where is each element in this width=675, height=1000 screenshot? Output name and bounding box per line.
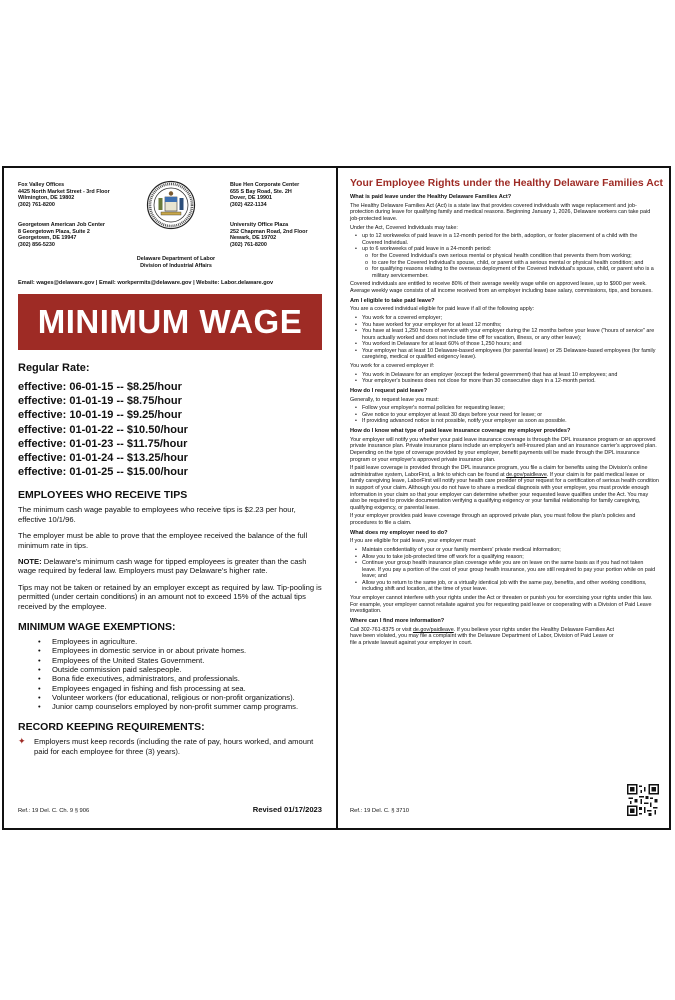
tips-paragraph: The minimum cash wage payable to employees who receive tips is $2.23 per hour, effective 10/1/96. (18, 505, 296, 524)
list-item: • Employees in domestic service in or about private homes. (52, 646, 322, 655)
list-item: • Give notice to your employer at least 30 days before your need for leave; or (362, 412, 659, 419)
list-item: • up to 12 workweeks of paid leave in a 12-month period for the birth, adoption, or foster placement of a child with the Covered Individual. (362, 233, 659, 246)
answer-paragraph: Call 302-761-8375 or visit de.gov/paidleave. If you believe your rights under the Healthy Delaware Families Act have been violated, you may file a complaint with the Delaware Department of Labor, Division of Paid Leave or file a private lawsuit against your employer in court. (350, 626, 615, 646)
answer-paragraph: If you are eligible for paid leave, your employer must: (350, 538, 477, 545)
employer-duties-list (350, 547, 659, 593)
question-heading: Am I eligible to take paid leave? (350, 297, 435, 304)
list-item: • You have worked for your employer for at least 12 months; (362, 322, 659, 329)
list-item: • Follow your employer's normal policies for requesting leave; (362, 405, 659, 412)
list-item: • If providing advanced notice is not possible, notify your employer as soon as possible. (362, 418, 659, 425)
statute-reference: Ref.: 19 Del. C. Ch. 9 § 906 (18, 808, 90, 814)
star-bullet-icon: ✦ (18, 736, 26, 747)
answer-paragraph: Your employer cannot interfere with your rights under the Act or threaten or punish you for exercising your rights under this law. For example, your employer cannot retaliate against you for requesting paid leave or cooperating with a Division of Paid Leave investigation. (350, 595, 653, 615)
answer-paragraph: If your employer provides paid leave coverage through an approved private plan, you must follow the plan's policies and procedures to file a claim. (350, 513, 636, 526)
answer-paragraph: You are a covered individual eligible for paid leave if all of the following apply: (350, 306, 535, 313)
tips-paragraph: Tips may not be taken or retained by an employer except as required by law. Tip-pooling is permitted (under certain conditions) in an amount not to exceed 15% of the actual tips received by the employee. (18, 582, 322, 611)
rate-row: effective: 06-01-15 -- $8.25/hour (18, 381, 182, 393)
department-name: Delaware Department of Labor Division of Industrial Affairs (136, 256, 216, 269)
list-item: • Employees of the United States Government. (52, 656, 322, 665)
list-item: • You work in Delaware for an employer (except the federal government) that has at least 10 employees; and (362, 372, 659, 379)
list-item: • Volunteer workers (for educational, religious or non-profit organizations). (52, 693, 322, 702)
rate-row: effective: 01-01-25 -- $15.00/hour (18, 466, 188, 479)
list-item: o for qualifying reasons relating to the overseas deployment of the Covered Individual's spouse, child, or parent who is a military servicemember. (372, 266, 659, 279)
minimum-wage-panel (4, 168, 338, 828)
statute-reference: Ref.: 19 Del. C. § 3710 (350, 808, 409, 814)
answer-paragraph: Under the Act, Covered Individuals may take: (350, 224, 458, 231)
rate-list (18, 380, 322, 479)
list-item: • You have at least 1,250 hours of service with your employer during the 12 months before your leave ("hours of service" are hours actually worked and does not include time off for vacation, illness, or any other leave); (362, 328, 659, 341)
list-item: • Outside commission paid salespeople. (52, 665, 322, 674)
list-item: • You worked in Delaware for at least 60% of those 1,250 hours; and (362, 341, 659, 348)
paid-leave-title: Your Employee Rights under the Healthy Delaware Families Act (350, 178, 663, 189)
list-item: o for the Covered Individual's own serious mental or physical health condition that prevents them from working; (372, 253, 659, 260)
answer-paragraph: If paid leave coverage is provided through the DPL insurance program, you file a claim for benefits using the Division's online administrative system, LaborFirst, a link to which can be found at de.gov/paidleave. If your claim is for paid medical leave or family caregiving leave, LaborFirst will notify your health care provider of your request for a certification of serious health condition in support of your claim. Although you do not have to share a medical diagnosis with your employer, you must provide enough information in your claim so that your employer can determine whether your requested leave qualifies under the Act. You may also be required to provide documentation verifying a qualifying exigency or your familial relationship for family caregiving, qualifying exigency, or parental leave. (350, 465, 659, 511)
paid-leave-link[interactable]: de.gov/paidleave (412, 626, 454, 633)
answer-paragraph: The Healthy Delaware Families Act (Act) is a state law that provides covered individuals with wage replacement and job-protection during leave for qualifying family and medical reasons. Beginning January 1, 2026, Delaware workers can take paid job-protected leave. (350, 202, 651, 222)
rate-row: effective: 01-01-23 -- $11.75/hour (18, 437, 188, 450)
rate-row: effective: 10-01-19 -- $9.25/hour (18, 409, 182, 422)
records-item: ✦ Employers must keep records (including the rate of pay, hours worked, and amount paid for each employee for three (3) years). (18, 736, 314, 756)
office-blue-hen: Blue Hen Corporate Center 655 S Bay Road, Ste. 2H Dover, DE 19901 (302) 422-1134 (230, 182, 300, 208)
question-heading: What is paid leave under the Healthy Delaware Families Act? (350, 194, 512, 200)
list-item: • Allow you to return to the same job, or a virtually identical job with the same pay, benefits, and other working conditions, including shift and location, at the time of your leave. (362, 580, 659, 593)
list-item: • You work for a covered employer; (362, 315, 659, 322)
request-leave-list (350, 405, 659, 425)
answer-paragraph: Generally, to request leave you must: (350, 396, 439, 403)
list-item: • Employees engaged in fishing and fish processing at sea. (52, 684, 322, 693)
answer-paragraph: You work for a covered employer if: (350, 363, 435, 370)
poster (2, 166, 671, 830)
list-item: • Bona fide executives, administrators, and professionals. (52, 674, 322, 683)
list-item: • Junior camp counselors employed by non-profit summer camp programs. (52, 702, 322, 711)
revised-date: Revised 01/17/2023 (252, 805, 322, 814)
list-item: o to care for the Covered Individual's spouse, child, or parent with a serious mental or physical health condition; and (372, 260, 659, 267)
exemptions-list (18, 637, 322, 711)
records-title: RECORD KEEPING REQUIREMENTS: (18, 721, 205, 734)
list-item: • Allow you to take job-protected time off work for a qualifying reason; (362, 554, 659, 561)
regular-rate-title: Regular Rate: (18, 362, 90, 374)
list-item: • Your employer has at least 10 Delaware-based employees (for parental leave) or 25 Delaware-based employees (for family caregiving, medical or qualified exigency leave). (362, 348, 659, 361)
covered-employer-list (350, 372, 659, 385)
answer-paragraph: Covered individuals are entitled to receive 80% of their average weekly wage while on approved leave, up to $900 per week. Average weekly wage consists of all income received from an employer including base salary, commissions, tips, and bonuses. (350, 281, 653, 294)
eligibility-list (350, 315, 659, 361)
office-university-plaza: University Office Plaza 252 Chapman Road, 2nd Floor Newark, DE 19702 (302) 761-8200 (230, 222, 308, 248)
paid-leave-panel (338, 168, 669, 828)
answer-paragraph: Your employer will notify you whether your paid leave insurance coverage is through the DPL insurance program or an approved private insurance plan. Private insurance plans include an employer's self-insured plan and an insurance carrier's approved plan. Depending on the type of coverage provided by your employer, benefit payments will be made through the DPL insurance program or your employer's approved private insurance plan. (350, 436, 657, 463)
rate-row: effective: 01-01-19 -- $8.75/hour (18, 395, 182, 408)
list-item: • Employees in agriculture. (52, 637, 322, 646)
tips-note: NOTE: Delaware's minimum cash wage for tipped employees is greater than the cash wage required by federal law. Employers must pay Delaware's higher rate. (18, 557, 307, 576)
rate-row: effective: 01-01-22 -- $10.50/hour (18, 423, 188, 436)
rate-row: effective: 01-01-24 -- $13.25/hour (18, 452, 188, 465)
office-addresses (18, 180, 322, 276)
minimum-wage-banner: MINIMUM WAGE (18, 294, 322, 350)
contact-line: Email: wages@delaware.gov | Email: workpermits@delaware.gov | Website: Labor.delaware.gov (18, 280, 274, 286)
question-heading: How do I request paid leave? (350, 387, 428, 394)
question-heading: How do I know what type of paid leave insurance coverage my employer provides? (350, 428, 571, 435)
office-fox-valley: Fox Valley Offices 4425 North Market Street - 3rd Floor Wilmington, DE 19802 (302) 761-8200 (18, 182, 110, 208)
tips-title: EMPLOYEES WHO RECEIVE TIPS (18, 489, 188, 502)
leave-types-list (350, 233, 659, 279)
leave-subtypes-list (362, 253, 659, 279)
list-item: • Continue your group health insurance plan coverage while you are on leave on the same basis as if you had not taken leave. If you pay a portion of the cost of your group health insurance, you are still required to pay your portion while on paid leave; and (362, 560, 659, 580)
tips-paragraph: The employer must be able to prove that the employee received the balance of the full minimum rate in tips. (18, 531, 308, 550)
list-item: • up to 6 workweeks of paid leave in a 24-month period: o for the Covered Individual's own serious mental or physical health condition that prevents them from working; o to care for the Covered Individual's spouse, child, or parent with a serious mental or physical health condition; and o for qualifying reasons relating to the overseas deployment of the Covered Individual's spouse, child, or parent who is a military servicemember. (362, 246, 659, 279)
qr-code-icon[interactable] (627, 784, 659, 816)
question-heading: Where can I find more information? (350, 617, 445, 624)
state-seal-icon (146, 180, 196, 230)
exemptions-title: MINIMUM WAGE EXEMPTIONS: (18, 621, 176, 634)
office-georgetown: Georgetown American Job Center 8 Georgetown Plaza, Suite 2 Georgetown, DE 19947 (302) 856-5230 (18, 222, 105, 248)
left-footer (18, 805, 322, 814)
paid-leave-link[interactable]: de.gov/paidleave (506, 471, 547, 478)
list-item: • Maintain confidentiality of your or your family members' private medical information; (362, 547, 659, 554)
list-item: • Your employer's business does not close for more than 30 consecutive days in a 12-month period. (362, 378, 659, 385)
question-heading: What does my employer need to do? (350, 529, 448, 536)
